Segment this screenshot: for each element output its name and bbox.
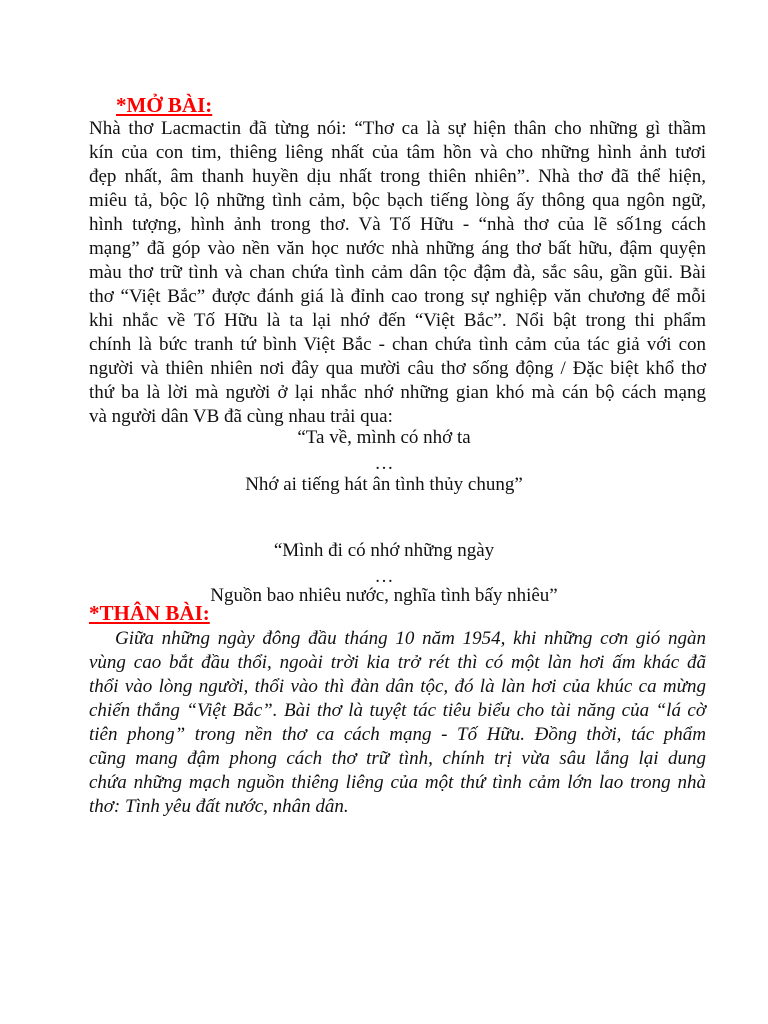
intro-line: thơ “Việt Bắc” được đánh giá là đỉnh cao trong sự nghiệp văn chương để mỗi [89, 286, 706, 307]
intro-line: đẹp nhất, âm thanh huyền dịu nhất trong thiên nhiên”. Nhà thơ đã thể hiện, [89, 166, 706, 187]
verse-2-last-line: Nguồn bao nhiêu nước, nghĩa tình bấy nhiêu” [210, 585, 558, 606]
body-line: thổi vào lòng người, thổi vào thì đàn dân tộc, đó là làn hơi của khúc ca mừng [89, 676, 706, 697]
body-line: tiên phong” trong nền thơ ca cách mạng - Tố Hữu. Đồng thời, tác phẩm [89, 724, 706, 745]
body-line: cũng mang đậm phong cách thơ trữ tình, chính trị vừa sâu lắng lại dung [89, 748, 706, 769]
body-line: vùng cao bắt đầu thổi, ngoài trời kia trở rét thì có một làn hơi ấm khác đã [89, 652, 706, 673]
intro-line: hình tượng, hình ảnh trong thơ. Và Tố Hữu - “nhà thơ của lẽ số1ng cách [89, 214, 706, 235]
body-line: thơ: Tình yêu đất nước, nhân dân. [89, 796, 349, 817]
body-paragraph [89, 627, 706, 819]
body-line: chiến thắng “Việt Bắc”. Bài thơ là tuyệt tác tiêu biểu cho tài năng của “lá cờ [89, 700, 706, 721]
intro-line: miêu tả, bộc lộ những tình cảm, bộc bạch tiếng lòng ấy thông qua ngôn ngữ, [89, 190, 706, 211]
intro-heading: *MỞ BÀI: [116, 93, 213, 117]
intro-line: chính là bức tranh tứ bình Việt Bắc - chan chứa tình cảm của tác giả với con [89, 334, 706, 355]
verse-1-first-line: “Ta về, mình có nhớ ta [297, 427, 471, 448]
verse-2-ellipsis: … [374, 566, 394, 587]
intro-line: Nhà thơ Lacmactin đã từng nói: “Thơ ca là sự hiện thân cho những gì thầm [89, 118, 706, 139]
verse-1-last-line: Nhớ ai tiếng hát ân tình thủy chung” [245, 474, 523, 495]
intro-line: người và thiên nhiên nơi đây qua mười câu thơ sống động / Đặc biệt khổ thơ [89, 358, 706, 379]
verse-1-ellipsis: … [374, 453, 394, 474]
verse-2-first-line: “Mình đi có nhớ những ngày [273, 540, 495, 561]
intro-paragraph [89, 117, 706, 429]
body-line: Giữa những ngày đông đầu tháng 10 năm 1954, khi những cơn gió ngàn [115, 628, 706, 649]
intro-line: khi nhắc về Tố Hữu là ta lại nhớ đến “Việt Bắc”. Nổi bật trong thi phẩm [89, 310, 706, 331]
intro-line: thứ ba là lời mà người ở lại nhắc nhớ những gian khó mà cán bộ cách mạng [89, 382, 706, 403]
body-heading: *THÂN BÀI: [89, 601, 210, 625]
body-line: chứa những mạch nguồn thiêng liêng của một thứ tình cảm lớn lao trong nhà [89, 772, 706, 793]
intro-line: màu thơ trữ tình và chan chứa tình cảm dân tộc đậm đà, sắc sâu, gần gũi. Bài [89, 262, 706, 283]
intro-line: và người dân VB đã cùng nhau trải qua: [89, 406, 393, 427]
intro-line: kín của con tim, thiêng liêng nhất của tâm hồn và cho những hình ảnh tươi [89, 142, 706, 163]
intro-line: mạng” đã góp vào nền văn học nước nhà những áng thơ bất hữu, đậm quyện [89, 238, 706, 259]
